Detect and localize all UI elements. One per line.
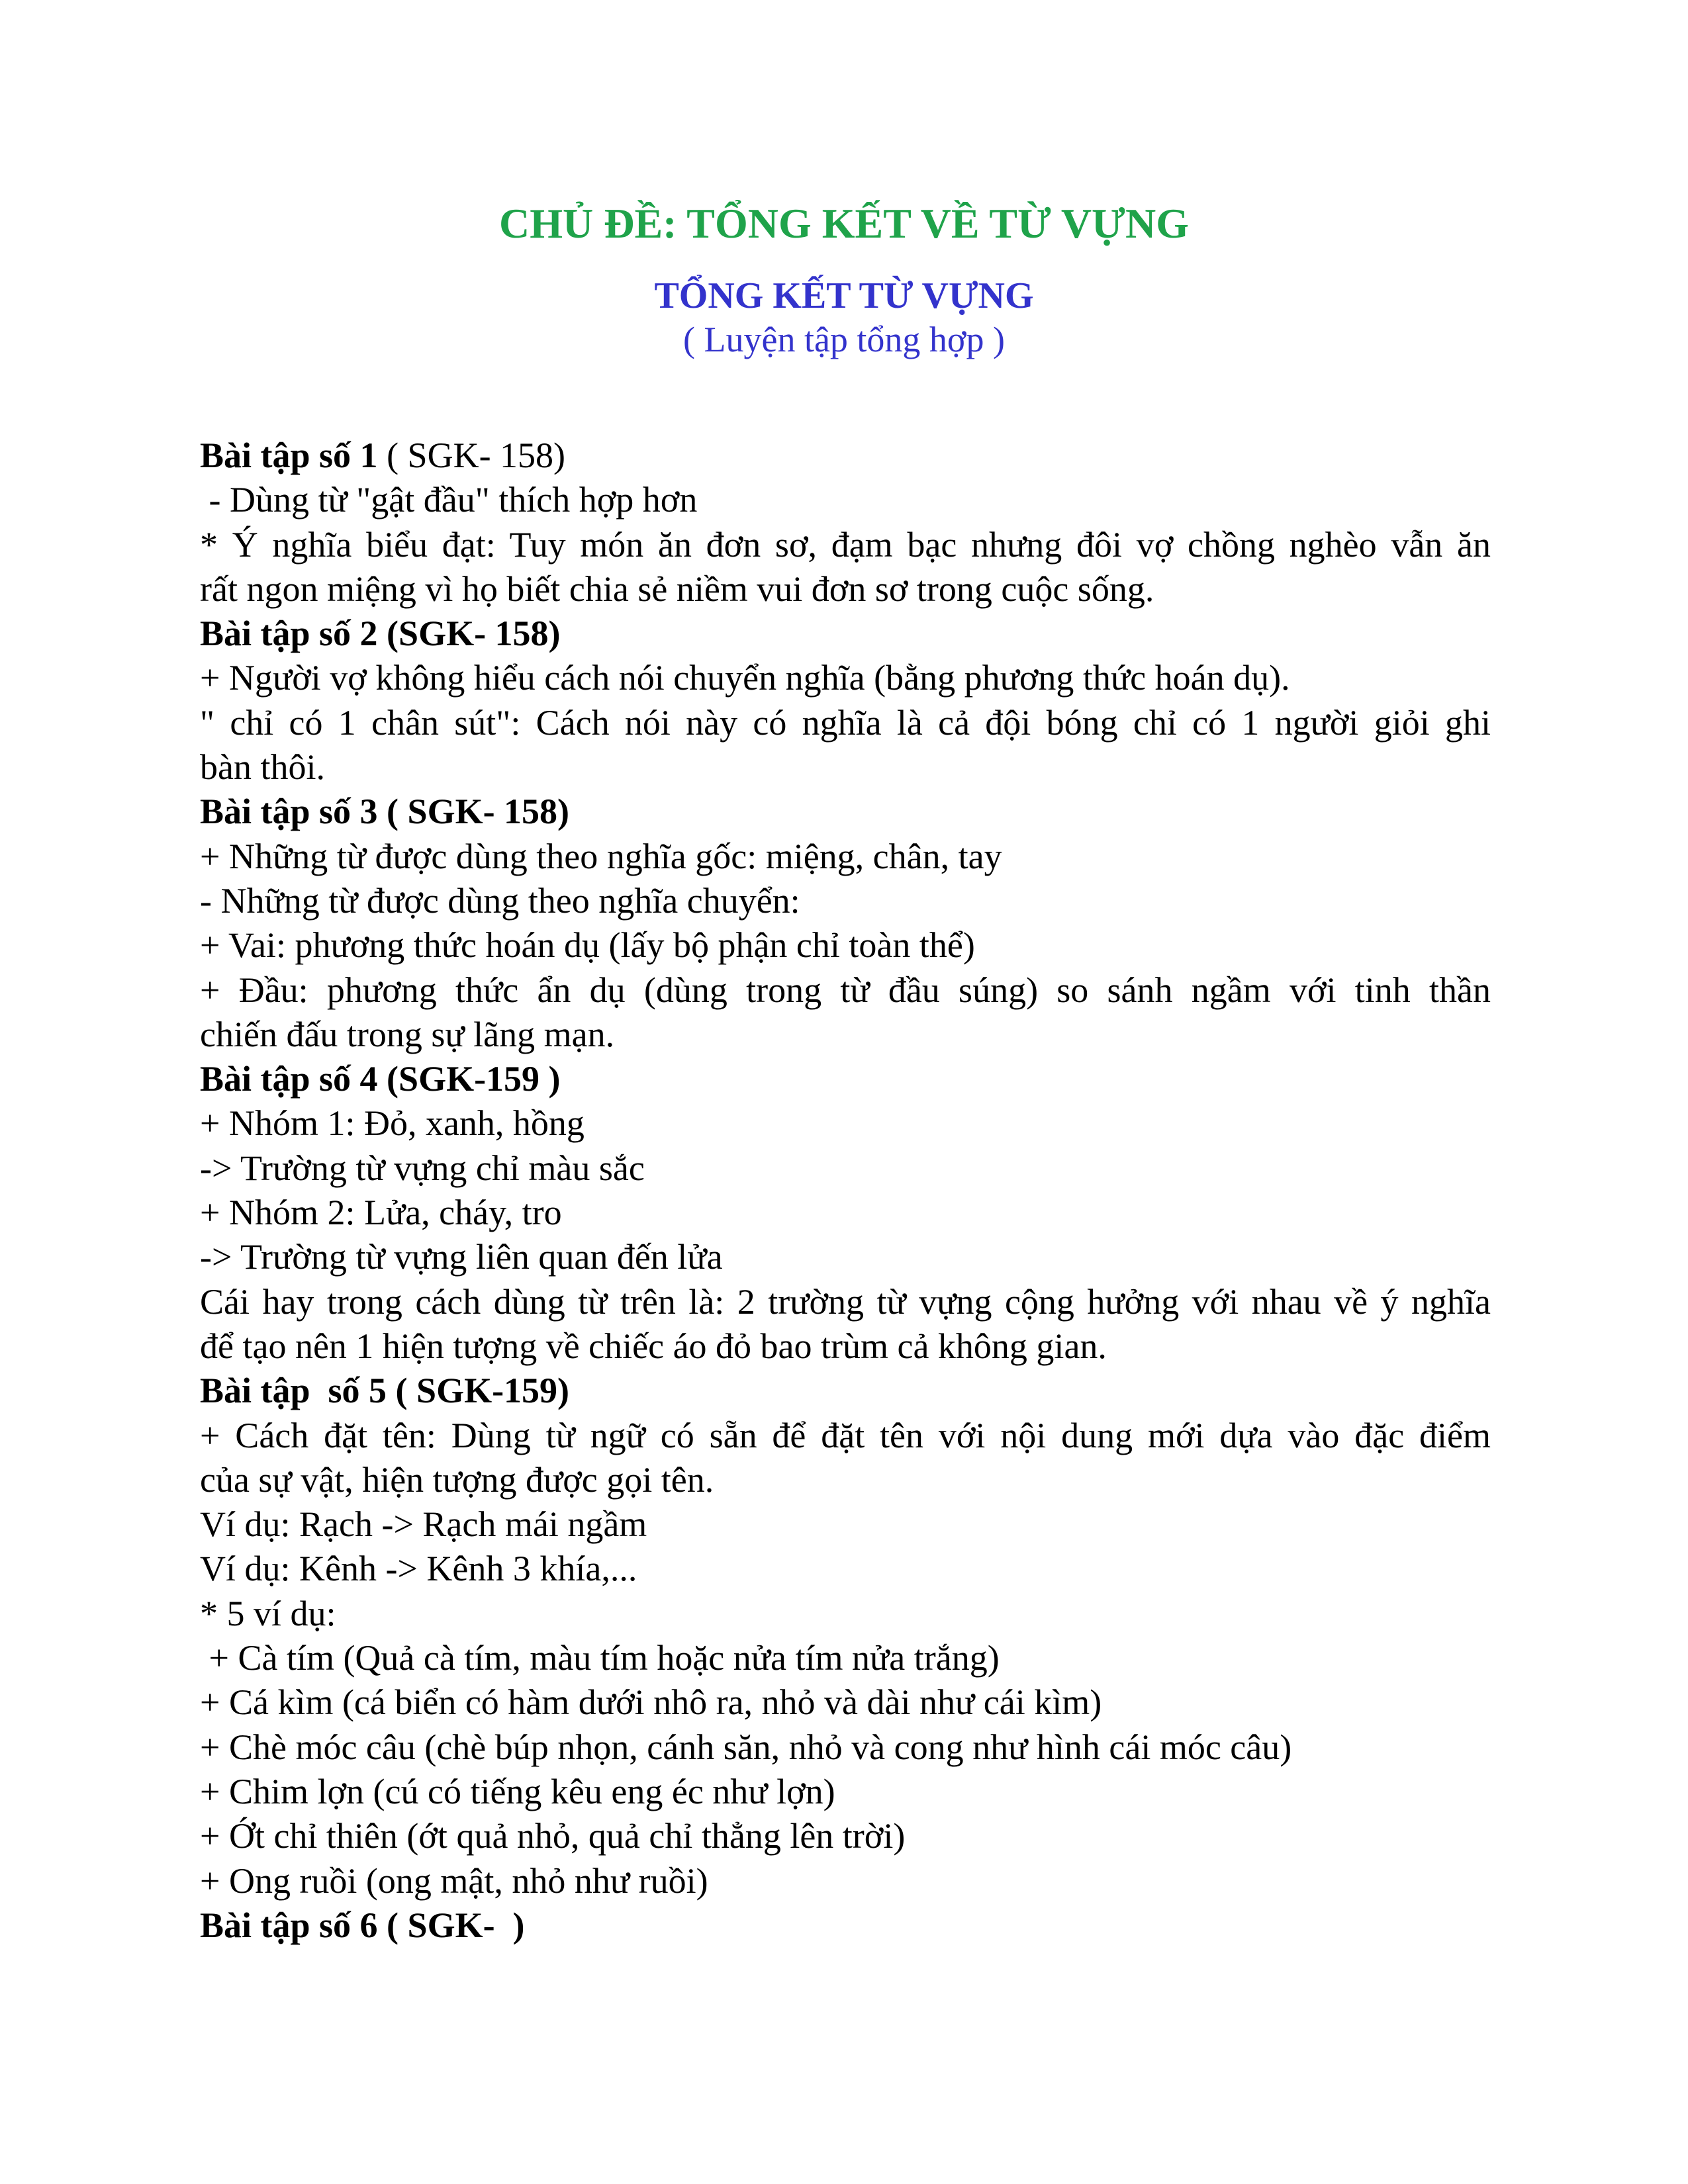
exercise-6-heading: Bài tập số 6 ( SGK- ) (200, 1905, 525, 1945)
list-item: + Cá kìm (cá biển có hàm dưới nhô ra, nhỏ và dài như cái kìm) (200, 1682, 1102, 1723)
text-line: - Những từ được dùng theo nghĩa chuyển: (200, 880, 800, 921)
text-line: + Vai: phương thức hoán dụ (lấy bộ phận chỉ toàn thể) (200, 925, 975, 966)
exercise-1-source: ( SGK- 158) (377, 435, 566, 475)
text-line: * 5 ví dụ: (200, 1593, 336, 1633)
exercise-4-heading: Bài tập số 4 (SGK-159 ) (200, 1059, 561, 1099)
text-line: bàn thôi. (200, 747, 325, 788)
text-line: + Những từ được dùng theo nghĩa gốc: miệng, chân, tay (200, 836, 1002, 876)
text-line: + Nhóm 2: Lửa, cháy, tro (200, 1193, 562, 1233)
document-body (200, 433, 1491, 1948)
list-item: + Ớt chỉ thiên (ớt quả nhỏ, quả chỉ thẳng lên trời) (200, 1816, 906, 1856)
text-line: rất ngon miệng vì họ biết chia sẻ niềm vui đơn sơ trong cuộc sống. (200, 569, 1154, 609)
text-line: Cái hay trong cách dùng từ trên là: 2 trường từ vựng cộng hưởng với nhau về ý nghĩa (200, 1281, 1491, 1322)
exercise-5-heading: Bài tập số 5 ( SGK-159) (200, 1371, 570, 1411)
exercise-3-heading: Bài tập số 3 ( SGK- 158) (200, 792, 570, 832)
text-line: * Ý nghĩa biểu đạt: Tuy món ăn đơn sơ, đạm bạc nhưng đôi vợ chồng nghèo vẫn ăn (200, 524, 1491, 565)
exercise-1-heading (200, 433, 1491, 478)
page-title: CHỦ ĐỀ: TỔNG KẾT VỀ TỪ VỰNG (499, 200, 1189, 247)
exercise-1-label: Bài tập số 1 (200, 435, 378, 475)
list-item: + Chim lợn (cú có tiếng kêu eng éc như lợn) (200, 1771, 835, 1811)
text-line: + Nhóm 1: Đỏ, xanh, hồng (200, 1103, 585, 1144)
text-line: + Cách đặt tên: Dùng từ ngữ có sẵn để đặt tên với nội dung mới dựa vào đặc điểm (200, 1415, 1491, 1455)
list-item: + Chè móc câu (chè búp nhọn, cánh săn, nhỏ và cong như hình cái móc câu) (200, 1727, 1292, 1767)
text-line: Ví dụ: Rạch -> Rạch mái ngầm (200, 1504, 647, 1545)
page-subtitle: TỔNG KẾT TỪ VỰNG (654, 275, 1034, 316)
text-line: để tạo nên 1 hiện tượng về chiếc áo đỏ bao trùm cả không gian. (200, 1326, 1107, 1366)
list-item: + Cà tím (Quả cà tím, màu tím hoặc nửa tím nửa trắng) (200, 1638, 1000, 1678)
exercise-2-heading: Bài tập số 2 (SGK- 158) (200, 614, 561, 654)
text-line: Ví dụ: Kênh -> Kênh 3 khía,... (200, 1549, 637, 1589)
page-subtitle-note: ( Luyện tập tổng hợp ) (683, 320, 1005, 359)
text-line: của sự vật, hiện tượng được gọi tên. (200, 1459, 714, 1500)
text-line: + Đầu: phương thức ẩn dụ (dùng trong từ đầu súng) so sánh ngầm với tinh thần (200, 970, 1491, 1010)
text-line: + Người vợ không hiểu cách nói chuyển nghĩa (bằng phương thức hoán dụ). (200, 658, 1290, 698)
text-line: chiến đấu trong sự lãng mạn. (200, 1014, 615, 1054)
list-item: + Ong ruồi (ong mật, nhỏ như ruồi) (200, 1860, 708, 1901)
text-line: " chỉ có 1 chân sút": Cách nói này có nghĩa là cả đội bóng chỉ có 1 người giỏi ghi (200, 702, 1491, 743)
text-line: -> Trường từ vựng liên quan đến lửa (200, 1237, 723, 1277)
text-line: -> Trường từ vựng chỉ màu sắc (200, 1148, 645, 1188)
text-line: - Dùng từ "gật đầu" thích hợp hơn (200, 480, 698, 520)
